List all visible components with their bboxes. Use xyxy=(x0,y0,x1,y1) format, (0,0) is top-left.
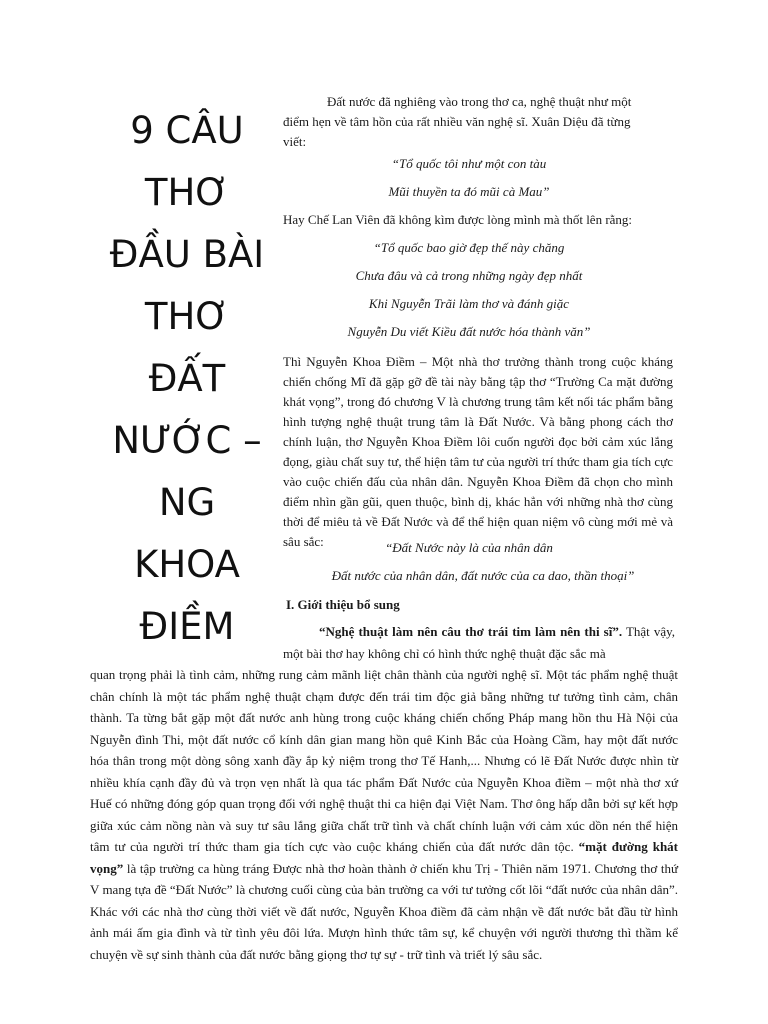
verse-line: Nguyễn Du viết Kiều đất nước hóa thành văn” xyxy=(347,324,591,339)
long-paragraph xyxy=(90,664,678,965)
title-line: NG xyxy=(158,481,216,524)
verse-line: Khi Nguyễn Trãi làm thơ và đánh giặc xyxy=(368,296,570,311)
verse-line: Đất nước của nhân dân, đất nước của ca dao, thần thoại” xyxy=(331,568,635,583)
quote-bold: “Nghệ thuật làm nên câu thơ trái tim làm nên thi sĩ”. xyxy=(319,624,623,639)
title-line: ĐẦU BÀI xyxy=(109,233,265,276)
quote-rest: Thật vậy, một bài thơ hay không chỉ có hình thức nghệ thuật đặc sắc mà xyxy=(283,624,676,661)
main-paragraph: Thì Nguyễn Khoa Điềm – Một nhà thơ trưởng thành trong cuộc kháng chiến chống Mĩ đã gặp gỡ đề tài này bằng tập thơ “Trường Ca mặt đường khát vọng”, trong đó chương V là chương trung tâm kết nối tác phẩm bằng hình tượng nghệ thuật trung tâm là Đất Nước. Và bằng phong cách thơ chính luận, thơ Nguyễn Khoa Điềm lôi cuốn người đọc bởi cảm xúc lắng đọng, giàu chất suy tư, thể hiện tâm tư của người trí thức tham gia tích cực vào cuộc chiến đấu của nhân dân. Nguyễn Khoa Điềm đã chọn cho mình điểm nhìn gần gũi, quen thuộc, bình dị, khác hẳn với những nhà thơ cùng thời để miêu tả về Đất Nước và để thể hiện quan niệm vô cùng mới mẻ và sâu sắc: xyxy=(283,354,673,549)
transition-paragraph: Hay Chế Lan Viên đã không kìm được lòng mình mà thốt lên rằng: xyxy=(283,212,633,227)
quote-paragraph xyxy=(283,621,675,664)
title-line: 9 CÂU xyxy=(130,109,244,152)
title-line: THƠ xyxy=(144,171,230,214)
verse-line: Chưa đâu và cả trong những ngày đẹp nhất xyxy=(355,268,583,283)
verse-line: Mũi thuyền ta đó mũi cà Mau” xyxy=(388,184,550,199)
title-line: THƠ xyxy=(144,295,230,338)
long-text: quan trọng phải là tình cảm, những rung cảm mãnh liệt chân thành của người nghệ sĩ. Một tác phẩm nghệ thuật chân chính là một tác phẩm nghệ thuật chạm được đến trái tim độc giả bằng những tư tưởng tình cảm, chân thành. Ta từng bắt gặp một đất nước anh hùng trong cuộc kháng chiến chống Pháp mang hồn thu Hà Nội của Nguyễn đình Thi, một đất nước cổ kính dân gian mang hồn quê Kinh Bắc của Hoàng Cầm, hay một đất nước hóa thân trong một dòng sông xanh đầy ắp kỷ niệm trong thơ Tế Hanh,... Nhưng có lẽ Đất Nước được nhìn từ nhiều khía cạnh đầy đủ và trọn vẹn nhất là qua tác phẩm Đất Nước của Nguyễn Khoa điềm – một nhà thơ xứ Huế có những đóng góp quan trọng đối với nghệ thuật thi ca hiện đại Việt Nam. Thơ ông hấp dẫn bởi sự kết hợp giữa xúc cảm nồng nàn và suy tư sâu lắng giữa chất trữ tình và chất chính luận với cảm xúc dồn nén thể hiện tâm tư của người trí thức tham gia tích cực vào cuộc kháng chiến của đất nước dân tộc. xyxy=(90,667,678,854)
intro-paragraph: Đất nước đã nghiêng vào trong thơ ca, nghệ thuật như một điểm hẹn về tâm hồn của rất nhiều văn nghệ sĩ. Xuân Diệu đã từng viết: xyxy=(283,94,632,149)
title-line: NƯỚC – xyxy=(112,419,262,462)
title-line: ĐẤT xyxy=(148,357,226,400)
verse-line: “Tổ quốc tôi như một con tàu xyxy=(391,156,547,171)
long-bold: “mặt đường khát vọng” xyxy=(90,839,678,876)
long-end: là tập trường ca hùng tráng Được nhà thơ hoàn thành ở chiến khu Trị - Thiên năm 1971. Chương thơ thứ V mang tựa đề “Đất Nước” là chương cuối cùng của bản trường ca với tư tưởng cốt lõi “đất nước của nhân dân”. Khác với các nhà thơ cùng thời viết về đất nước, Nguyễn Khoa điềm đã cảm nhận về đất nước bắt đầu từ hình ảnh mái ấm gia đình và từ tình yêu đôi lứa. Mượn hình thức tâm sự, kể chuyện với người thương thì thầm kể chuyện về sự sinh thành của đất nước bằng giọng thơ tự sự - trữ tình và triết lý sâu sắc. xyxy=(90,860,678,962)
title-line: ĐIỀM xyxy=(139,605,235,648)
title-line: KHOA xyxy=(134,543,240,586)
document-title xyxy=(92,100,282,658)
verse-line: “Đất Nước này là của nhân dân xyxy=(385,540,553,555)
section-heading: I. Giới thiệu bổ sung xyxy=(286,597,400,612)
verse-line: “Tổ quốc bao giờ đẹp thế này chăng xyxy=(373,240,565,255)
